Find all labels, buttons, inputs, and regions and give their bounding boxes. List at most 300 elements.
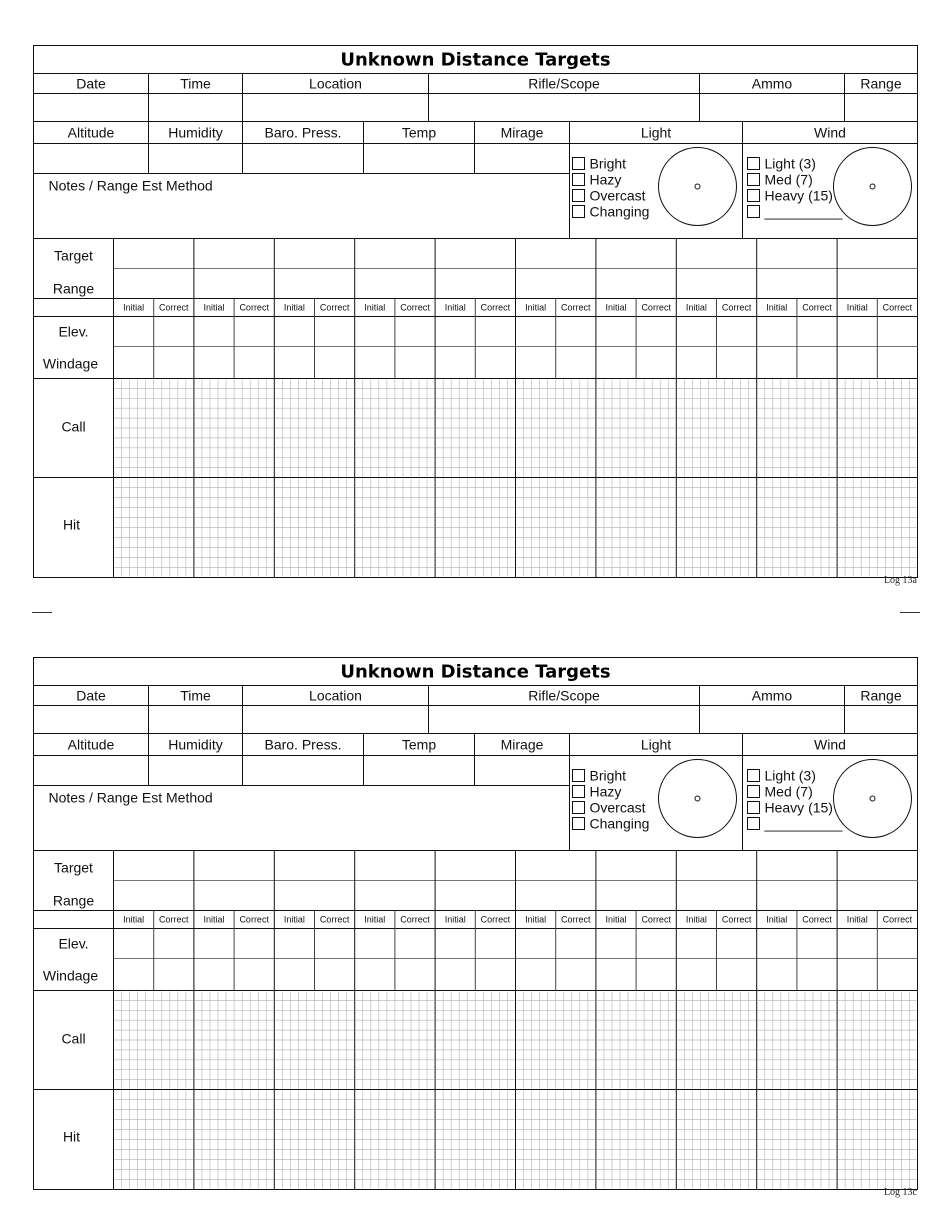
windage-initial-field[interactable] bbox=[195, 348, 233, 378]
range-field[interactable] bbox=[846, 95, 917, 121]
initial-subheader: Initial bbox=[364, 302, 386, 313]
form-grid bbox=[33, 45, 918, 578]
target-field[interactable] bbox=[597, 240, 675, 268]
hit-plot-grid[interactable] bbox=[677, 479, 755, 577]
wind-option-label: Light (3) bbox=[764, 767, 816, 784]
windage-initial-field[interactable] bbox=[275, 348, 313, 378]
temp-field[interactable] bbox=[365, 757, 474, 785]
elev-correct-field[interactable] bbox=[718, 318, 756, 346]
hit-row-label: Hit bbox=[62, 1128, 81, 1145]
elev-initial-field[interactable] bbox=[517, 930, 555, 958]
wind-direction-dial[interactable] bbox=[834, 760, 912, 838]
light-option-checkbox[interactable] bbox=[573, 158, 585, 170]
target-field[interactable] bbox=[275, 240, 353, 268]
call-plot-grid[interactable] bbox=[356, 380, 434, 477]
light-option-checkbox[interactable] bbox=[573, 786, 585, 798]
call-plot-grid[interactable] bbox=[517, 992, 595, 1089]
altitude-label: Altitude bbox=[67, 124, 115, 141]
form-grid bbox=[33, 657, 918, 1190]
target-field[interactable] bbox=[115, 240, 193, 268]
elev-initial-field[interactable] bbox=[517, 318, 555, 346]
hit-plot-grid[interactable] bbox=[436, 479, 514, 577]
hit-plot-grid[interactable] bbox=[356, 479, 434, 577]
elev-correct-field[interactable] bbox=[798, 318, 836, 346]
hit-plot-grid[interactable] bbox=[115, 479, 193, 577]
light-direction-dial[interactable] bbox=[659, 760, 737, 838]
initial-subheader: Initial bbox=[203, 302, 225, 313]
humidity-field[interactable] bbox=[150, 757, 242, 785]
range-row-label: Range bbox=[52, 280, 95, 297]
range-field[interactable] bbox=[838, 270, 916, 298]
light-option-label: Changing bbox=[589, 203, 650, 220]
initial-subheader: Initial bbox=[605, 914, 627, 925]
windage-correct-field[interactable] bbox=[396, 348, 434, 378]
target-field[interactable] bbox=[517, 240, 595, 268]
target-field[interactable] bbox=[838, 240, 916, 268]
altitude-field[interactable] bbox=[35, 757, 148, 785]
wind-option-checkbox[interactable] bbox=[748, 770, 760, 782]
light-option-label: Hazy bbox=[589, 783, 622, 800]
range-field[interactable] bbox=[517, 270, 595, 298]
range-field[interactable] bbox=[677, 270, 755, 298]
correct-subheader: Correct bbox=[480, 302, 511, 313]
light-label: Light bbox=[640, 736, 672, 753]
elev-correct-field[interactable] bbox=[235, 930, 273, 958]
elev-correct-field[interactable] bbox=[878, 318, 916, 346]
call-plot-grid[interactable] bbox=[838, 992, 916, 1089]
elev-initial-field[interactable] bbox=[436, 930, 474, 958]
initial-subheader: Initial bbox=[203, 914, 225, 925]
wind-option-checkbox[interactable] bbox=[748, 818, 760, 830]
call-plot-grid[interactable] bbox=[275, 380, 353, 477]
elev-correct-field[interactable] bbox=[235, 318, 273, 346]
call-plot-grid[interactable] bbox=[597, 380, 675, 477]
humidity-label: Humidity bbox=[168, 124, 223, 141]
range-field[interactable] bbox=[115, 882, 193, 910]
light-option-checkbox[interactable] bbox=[573, 206, 585, 218]
target-field[interactable] bbox=[677, 240, 755, 268]
hit-plot-grid[interactable] bbox=[115, 1091, 193, 1189]
elev-correct-field[interactable] bbox=[637, 318, 675, 346]
range-field[interactable] bbox=[356, 270, 434, 298]
call-plot-grid[interactable] bbox=[356, 992, 434, 1089]
call-plot-grid[interactable] bbox=[436, 992, 514, 1089]
windage-correct-field[interactable] bbox=[155, 348, 193, 378]
call-plot-grid[interactable] bbox=[758, 380, 836, 477]
elev-initial-field[interactable] bbox=[356, 930, 394, 958]
wind-option-label: __________ bbox=[764, 815, 843, 832]
correct-subheader: Correct bbox=[480, 914, 511, 925]
windage-initial-field[interactable] bbox=[517, 960, 555, 990]
mirage-field[interactable] bbox=[476, 145, 569, 173]
windage-correct-field[interactable] bbox=[718, 348, 756, 378]
elev-correct-field[interactable] bbox=[557, 318, 595, 346]
range-field[interactable] bbox=[758, 882, 836, 910]
windage-correct-field[interactable] bbox=[235, 960, 273, 990]
range-field[interactable] bbox=[846, 707, 917, 733]
range-field[interactable] bbox=[597, 270, 675, 298]
elev-initial-field[interactable] bbox=[275, 930, 313, 958]
date-field[interactable] bbox=[35, 707, 148, 733]
windage-correct-field[interactable] bbox=[637, 960, 675, 990]
windage-initial-field[interactable] bbox=[356, 960, 394, 990]
altitude-field[interactable] bbox=[35, 145, 148, 173]
windage-initial-field[interactable] bbox=[677, 348, 715, 378]
elev-row-label: Elev. bbox=[58, 323, 89, 340]
windage-initial-field[interactable] bbox=[356, 348, 394, 378]
baro-press-field[interactable] bbox=[244, 145, 363, 173]
wind-label: Wind bbox=[814, 124, 846, 141]
call-plot-grid[interactable] bbox=[677, 992, 755, 1089]
wind-option-checkbox[interactable] bbox=[748, 786, 760, 798]
correct-subheader: Correct bbox=[641, 302, 671, 313]
form-title: Unknown Distance Targets bbox=[340, 661, 611, 683]
elev-initial-field[interactable] bbox=[677, 930, 715, 958]
wind-direction-dial[interactable] bbox=[834, 148, 912, 226]
target-field[interactable] bbox=[758, 852, 836, 880]
wind-option-checkbox[interactable] bbox=[748, 802, 760, 814]
windage-correct-field[interactable] bbox=[396, 960, 434, 990]
correct-subheader: Correct bbox=[561, 914, 591, 925]
time-field[interactable] bbox=[150, 95, 242, 121]
initial-subheader: Initial bbox=[685, 302, 707, 313]
rifle-scope-label: Rifle/Scope bbox=[528, 687, 600, 704]
correct-subheader: Correct bbox=[802, 914, 832, 925]
hit-plot-grid[interactable] bbox=[195, 479, 273, 577]
windage-initial-field[interactable] bbox=[677, 960, 715, 990]
light-option-label: Changing bbox=[589, 815, 650, 832]
wind-option-label: Med (7) bbox=[764, 171, 813, 188]
elev-correct-field[interactable] bbox=[396, 318, 434, 346]
wind-option-label: Light (3) bbox=[764, 155, 816, 172]
elev-initial-field[interactable] bbox=[436, 318, 474, 346]
call-plot-grid[interactable] bbox=[838, 380, 916, 477]
hit-plot-grid[interactable] bbox=[597, 1091, 675, 1189]
windage-correct-field[interactable] bbox=[155, 960, 193, 990]
target-field[interactable] bbox=[677, 852, 755, 880]
elev-initial-field[interactable] bbox=[758, 930, 796, 958]
ammo-label: Ammo bbox=[751, 75, 793, 92]
range-field[interactable] bbox=[356, 882, 434, 910]
rifle-scope-field[interactable] bbox=[430, 707, 699, 733]
location-label: Location bbox=[309, 75, 362, 92]
call-plot-grid[interactable] bbox=[677, 380, 755, 477]
date-field[interactable] bbox=[35, 95, 148, 121]
target-field[interactable] bbox=[597, 852, 675, 880]
mirage-field[interactable] bbox=[476, 757, 569, 785]
initial-subheader: Initial bbox=[444, 302, 466, 313]
hit-plot-grid[interactable] bbox=[838, 1091, 916, 1189]
light-option-checkbox[interactable] bbox=[573, 174, 585, 186]
initial-subheader: Initial bbox=[525, 302, 547, 313]
log-id: Log 13a bbox=[883, 575, 917, 586]
ammo-field[interactable] bbox=[701, 707, 844, 733]
windage-initial-field[interactable] bbox=[115, 960, 153, 990]
target-field[interactable] bbox=[436, 852, 514, 880]
elev-initial-field[interactable] bbox=[195, 318, 233, 346]
call-plot-grid[interactable] bbox=[275, 992, 353, 1089]
initial-subheader: Initial bbox=[605, 302, 627, 313]
windage-initial-field[interactable] bbox=[275, 960, 313, 990]
windage-initial-field[interactable] bbox=[597, 348, 635, 378]
mirage-label: Mirage bbox=[500, 124, 544, 141]
light-dial-center bbox=[695, 184, 700, 189]
date-label: Date bbox=[76, 75, 106, 92]
humidity-label: Humidity bbox=[168, 736, 223, 753]
correct-subheader: Correct bbox=[561, 302, 591, 313]
cut-mark-left bbox=[32, 612, 52, 613]
hit-plot-grid[interactable] bbox=[436, 1091, 514, 1189]
windage-initial-field[interactable] bbox=[195, 960, 233, 990]
ammo-field[interactable] bbox=[701, 95, 844, 121]
time-field[interactable] bbox=[150, 707, 242, 733]
windage-initial-field[interactable] bbox=[436, 960, 474, 990]
initial-subheader: Initial bbox=[123, 302, 145, 313]
rifle-scope-field[interactable] bbox=[430, 95, 699, 121]
windage-correct-field[interactable] bbox=[316, 348, 354, 378]
target-field[interactable] bbox=[356, 852, 434, 880]
hit-plot-grid[interactable] bbox=[195, 1091, 273, 1189]
range-row-label: Range bbox=[52, 892, 95, 909]
target-row-label: Target bbox=[54, 247, 93, 264]
windage-correct-field[interactable] bbox=[878, 348, 916, 378]
target-field[interactable] bbox=[838, 852, 916, 880]
range-label: Range bbox=[860, 687, 902, 704]
elev-correct-field[interactable] bbox=[396, 930, 434, 958]
windage-initial-field[interactable] bbox=[838, 960, 876, 990]
windage-correct-field[interactable] bbox=[235, 348, 273, 378]
windage-correct-field[interactable] bbox=[557, 960, 595, 990]
ammo-label: Ammo bbox=[751, 687, 793, 704]
windage-row-label: Windage bbox=[42, 355, 99, 372]
call-plot-grid[interactable] bbox=[758, 992, 836, 1089]
initial-subheader: Initial bbox=[766, 914, 788, 925]
windage-correct-field[interactable] bbox=[476, 960, 514, 990]
wind-dial-center bbox=[870, 796, 875, 801]
elev-initial-field[interactable] bbox=[838, 930, 876, 958]
elev-correct-field[interactable] bbox=[155, 318, 193, 346]
elev-initial-field[interactable] bbox=[677, 318, 715, 346]
elev-correct-field[interactable] bbox=[476, 930, 514, 958]
wind-dial-center bbox=[870, 184, 875, 189]
range-field[interactable] bbox=[517, 882, 595, 910]
target-field[interactable] bbox=[275, 852, 353, 880]
range-field[interactable] bbox=[677, 882, 755, 910]
elev-initial-field[interactable] bbox=[275, 318, 313, 346]
initial-subheader: Initial bbox=[846, 302, 868, 313]
hit-plot-grid[interactable] bbox=[677, 1091, 755, 1189]
elev-correct-field[interactable] bbox=[316, 930, 354, 958]
temp-label: Temp bbox=[401, 124, 437, 141]
initial-subheader: Initial bbox=[283, 302, 305, 313]
range-field[interactable] bbox=[275, 270, 353, 298]
elev-correct-field[interactable] bbox=[798, 930, 836, 958]
windage-correct-field[interactable] bbox=[798, 960, 836, 990]
light-option-label: Overcast bbox=[589, 187, 646, 204]
hit-plot-grid[interactable] bbox=[517, 479, 595, 577]
correct-subheader: Correct bbox=[721, 302, 752, 313]
target-field[interactable] bbox=[195, 852, 273, 880]
light-option-checkbox[interactable] bbox=[573, 818, 585, 830]
form-title: Unknown Distance Targets bbox=[340, 49, 611, 71]
windage-correct-field[interactable] bbox=[476, 348, 514, 378]
windage-initial-field[interactable] bbox=[758, 960, 796, 990]
elev-correct-field[interactable] bbox=[718, 930, 756, 958]
light-option-label: Bright bbox=[589, 767, 627, 784]
hit-plot-grid[interactable] bbox=[838, 479, 916, 577]
wind-option-checkbox[interactable] bbox=[748, 190, 760, 202]
range-field[interactable] bbox=[275, 882, 353, 910]
light-option-checkbox[interactable] bbox=[573, 802, 585, 814]
hit-plot-grid[interactable] bbox=[758, 1091, 836, 1189]
light-option-label: Overcast bbox=[589, 799, 646, 816]
hit-plot-grid[interactable] bbox=[275, 479, 353, 577]
initial-subheader: Initial bbox=[525, 914, 547, 925]
time-label: Time bbox=[180, 75, 211, 92]
location-field[interactable] bbox=[244, 95, 428, 121]
windage-initial-field[interactable] bbox=[838, 348, 876, 378]
elev-initial-field[interactable] bbox=[356, 318, 394, 346]
range-field[interactable] bbox=[195, 270, 273, 298]
temp-field[interactable] bbox=[365, 145, 474, 173]
notes-field[interactable] bbox=[35, 196, 569, 238]
target-row-label: Target bbox=[54, 859, 93, 876]
elev-correct-field[interactable] bbox=[637, 930, 675, 958]
target-field[interactable] bbox=[758, 240, 836, 268]
elev-initial-field[interactable] bbox=[758, 318, 796, 346]
correct-subheader: Correct bbox=[400, 914, 430, 925]
windage-correct-field[interactable] bbox=[637, 348, 675, 378]
call-plot-grid[interactable] bbox=[195, 992, 273, 1089]
correct-subheader: Correct bbox=[641, 914, 671, 925]
initial-subheader: Initial bbox=[685, 914, 707, 925]
elev-correct-field[interactable] bbox=[476, 318, 514, 346]
wind-option-label: Med (7) bbox=[764, 783, 813, 800]
wind-option-label: Heavy (15) bbox=[764, 799, 833, 816]
correct-subheader: Correct bbox=[159, 302, 189, 313]
correct-subheader: Correct bbox=[239, 914, 269, 925]
log-id: Log 13c bbox=[883, 1187, 917, 1198]
light-option-checkbox[interactable] bbox=[573, 770, 585, 782]
windage-correct-field[interactable] bbox=[878, 960, 916, 990]
location-label: Location bbox=[309, 687, 362, 704]
target-field[interactable] bbox=[436, 240, 514, 268]
humidity-field[interactable] bbox=[150, 145, 242, 173]
baro-press-label: Baro. Press. bbox=[264, 736, 342, 753]
altitude-label: Altitude bbox=[67, 736, 115, 753]
elev-initial-field[interactable] bbox=[597, 930, 635, 958]
light-direction-dial[interactable] bbox=[659, 148, 737, 226]
correct-subheader: Correct bbox=[319, 914, 350, 925]
call-plot-grid[interactable] bbox=[195, 380, 273, 477]
wind-option-checkbox[interactable] bbox=[748, 158, 760, 170]
correct-subheader: Correct bbox=[400, 302, 430, 313]
wind-option-checkbox[interactable] bbox=[748, 174, 760, 186]
light-label: Light bbox=[640, 124, 672, 141]
call-plot-grid[interactable] bbox=[517, 380, 595, 477]
wind-option-checkbox[interactable] bbox=[748, 206, 760, 218]
location-field[interactable] bbox=[244, 707, 428, 733]
wind-label: Wind bbox=[814, 736, 846, 753]
windage-correct-field[interactable] bbox=[316, 960, 354, 990]
elev-initial-field[interactable] bbox=[597, 318, 635, 346]
notes-field[interactable] bbox=[35, 808, 569, 850]
time-label: Time bbox=[180, 687, 211, 704]
target-field[interactable] bbox=[517, 852, 595, 880]
wind-option-label: __________ bbox=[764, 203, 843, 220]
correct-subheader: Correct bbox=[319, 302, 350, 313]
call-plot-grid[interactable] bbox=[436, 380, 514, 477]
elev-initial-field[interactable] bbox=[838, 318, 876, 346]
light-option-label: Hazy bbox=[589, 171, 622, 188]
hit-row-label: Hit bbox=[62, 516, 81, 533]
hit-plot-grid[interactable] bbox=[356, 1091, 434, 1189]
initial-subheader: Initial bbox=[123, 914, 145, 925]
range-field[interactable] bbox=[195, 882, 273, 910]
range-field[interactable] bbox=[838, 882, 916, 910]
hit-plot-grid[interactable] bbox=[275, 1091, 353, 1189]
windage-initial-field[interactable] bbox=[517, 348, 555, 378]
log-form-top bbox=[33, 45, 917, 578]
hit-plot-grid[interactable] bbox=[597, 479, 675, 577]
elev-initial-field[interactable] bbox=[115, 930, 153, 958]
notes-label: Notes / Range Est Method bbox=[48, 789, 213, 806]
correct-subheader: Correct bbox=[239, 302, 269, 313]
windage-initial-field[interactable] bbox=[436, 348, 474, 378]
range-field[interactable] bbox=[597, 882, 675, 910]
temp-label: Temp bbox=[401, 736, 437, 753]
correct-subheader: Correct bbox=[721, 914, 752, 925]
elev-correct-field[interactable] bbox=[878, 930, 916, 958]
initial-subheader: Initial bbox=[444, 914, 466, 925]
elev-correct-field[interactable] bbox=[155, 930, 193, 958]
range-field[interactable] bbox=[115, 270, 193, 298]
elev-correct-field[interactable] bbox=[316, 318, 354, 346]
range-field[interactable] bbox=[436, 882, 514, 910]
elev-initial-field[interactable] bbox=[195, 930, 233, 958]
target-field[interactable] bbox=[115, 852, 193, 880]
target-field[interactable] bbox=[195, 240, 273, 268]
call-plot-grid[interactable] bbox=[597, 992, 675, 1089]
mirage-label: Mirage bbox=[500, 736, 544, 753]
windage-correct-field[interactable] bbox=[718, 960, 756, 990]
range-field[interactable] bbox=[436, 270, 514, 298]
range-field[interactable] bbox=[758, 270, 836, 298]
call-plot-grid[interactable] bbox=[115, 380, 193, 477]
windage-initial-field[interactable] bbox=[758, 348, 796, 378]
correct-subheader: Correct bbox=[882, 302, 913, 313]
target-field[interactable] bbox=[356, 240, 434, 268]
windage-correct-field[interactable] bbox=[798, 348, 836, 378]
cut-mark-right bbox=[900, 612, 920, 613]
correct-subheader: Correct bbox=[802, 302, 832, 313]
baro-press-field[interactable] bbox=[244, 757, 363, 785]
elev-correct-field[interactable] bbox=[557, 930, 595, 958]
light-option-label: Bright bbox=[589, 155, 627, 172]
hit-plot-grid[interactable] bbox=[758, 479, 836, 577]
windage-initial-field[interactable] bbox=[115, 348, 153, 378]
light-option-checkbox[interactable] bbox=[573, 190, 585, 202]
hit-plot-grid[interactable] bbox=[517, 1091, 595, 1189]
call-plot-grid[interactable] bbox=[115, 992, 193, 1089]
initial-subheader: Initial bbox=[846, 914, 868, 925]
elev-initial-field[interactable] bbox=[115, 318, 153, 346]
windage-initial-field[interactable] bbox=[597, 960, 635, 990]
windage-correct-field[interactable] bbox=[557, 348, 595, 378]
initial-subheader: Initial bbox=[283, 914, 305, 925]
initial-subheader: Initial bbox=[766, 302, 788, 313]
notes-label: Notes / Range Est Method bbox=[48, 177, 213, 194]
